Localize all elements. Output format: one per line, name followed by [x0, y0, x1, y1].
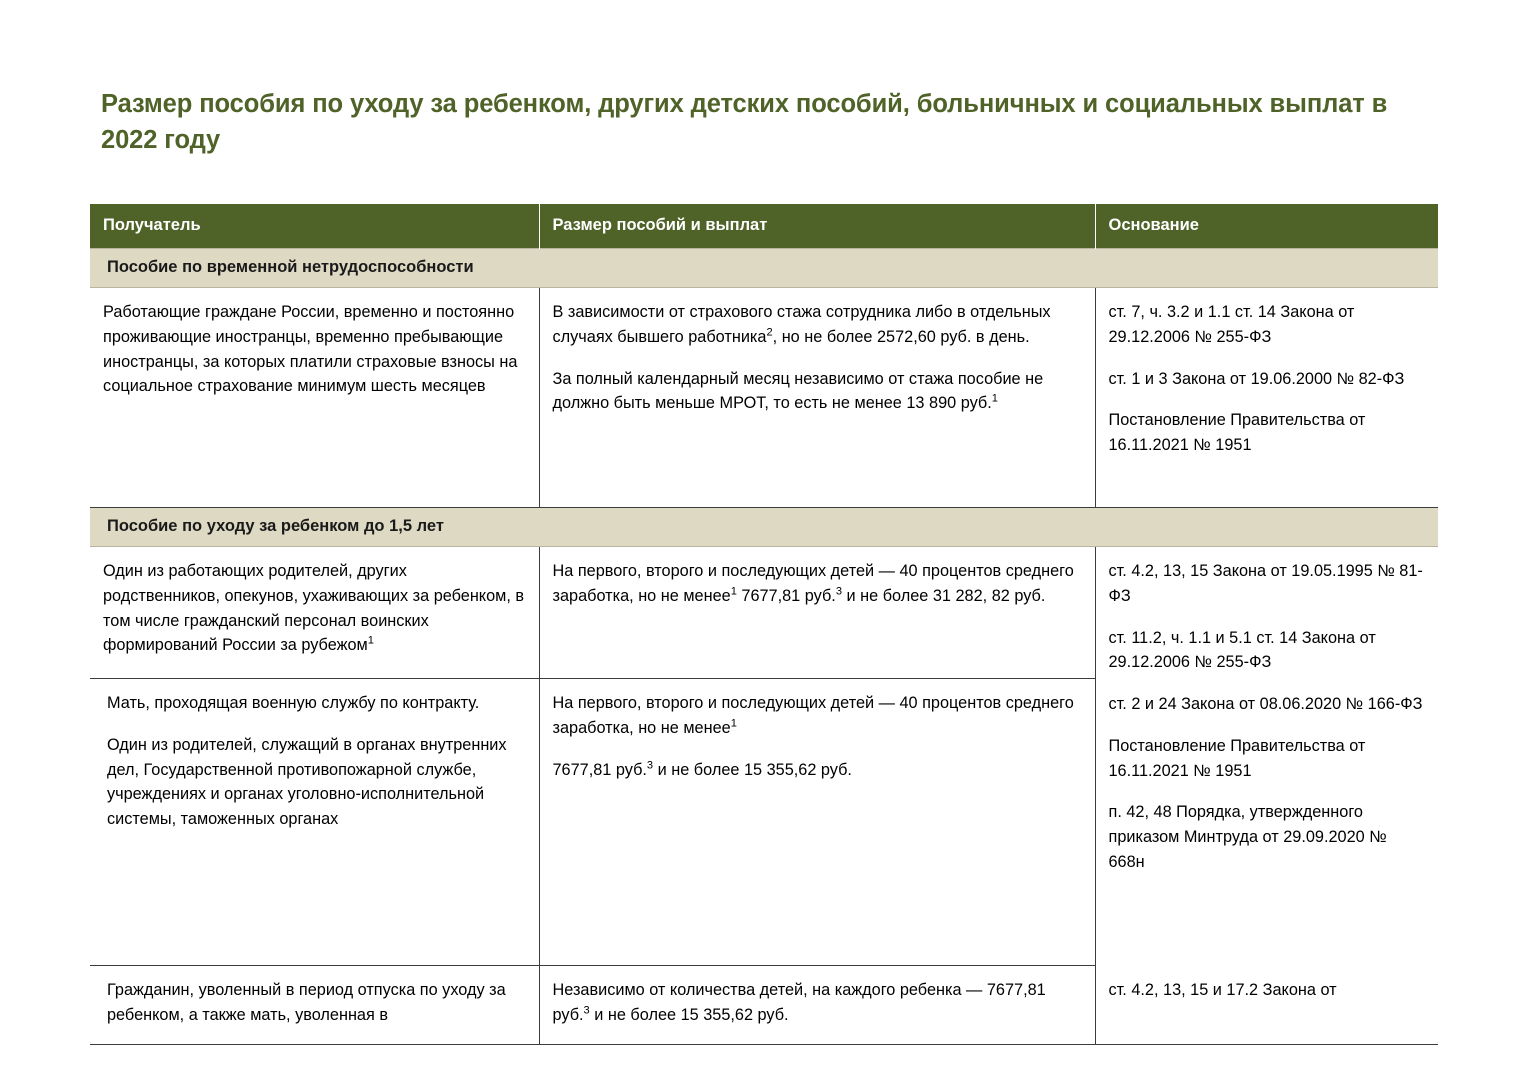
footnote-ref: 3	[646, 759, 654, 772]
section-title-childcare-benefit: Пособие по уходу за ребенком до 1,5 лет	[90, 508, 1438, 547]
table-row	[90, 547, 1438, 679]
footnote-ref: 1	[367, 634, 374, 647]
amount-text-b: , но не более 2572,60 руб. в день.	[772, 327, 1030, 346]
recipient-paragraph-1: Мать, проходящая военную службу по контракту.	[107, 694, 480, 712]
amount-text-c: и не более 15 355,62 руб.	[653, 760, 852, 779]
amount-text-a: Независимо от количества детей, на каждого ребенка — 7677,81 руб.	[552, 981, 1046, 1024]
basis-item: Постановление Правительства от 16.11.2021 № 1951	[1108, 411, 1366, 455]
footnote-ref: 3	[835, 585, 842, 598]
table-header	[90, 204, 1438, 249]
amount-paragraph-2	[553, 367, 1081, 417]
recipient-text: Один из работающих родителей, других родственников, опекунов, ухаживающих за ребенком, в том числе гражданский персонал воинских формирований России за рубежом	[103, 562, 525, 655]
cell-recipient	[90, 547, 539, 679]
amount-text-c: За полный календарный месяц независимо от стажа пособие не должно быть меньше МРОТ, то есть не менее 13 890 руб.	[552, 369, 1044, 413]
footnote-ref: 1	[730, 585, 737, 598]
cell-amount	[539, 679, 1095, 966]
amount-paragraph-1	[553, 691, 1081, 741]
cell-amount	[539, 966, 1095, 1045]
cell-basis	[1095, 547, 1438, 966]
basis-item: ст. 11.2, ч. 1.1 и 5.1 ст. 14 Закона от 29.12.2006 № 255-ФЗ	[1108, 628, 1376, 672]
table-body	[90, 249, 1438, 1045]
section-title-temporary-disability: Пособие по временной нетрудоспособности	[90, 249, 1438, 288]
recipient-paragraph-2: Один из родителей, служащий в органах внутренних дел, Государственной противопожарной службе, учреждениях и органах уголовно-исполнительной системы, таможенных органах	[107, 735, 507, 829]
cell-recipient: Работающие граждане России, временно и постоянно проживающие иностранцы, временно пребывающие иностранцы, за которых платили страховые взносы на социальное страхование минимум шесть месяцев	[90, 288, 539, 508]
table-header-row	[90, 204, 1438, 249]
footnote-ref: 1	[991, 392, 998, 405]
footnote-ref: 2	[766, 326, 773, 339]
cell-amount	[539, 288, 1095, 508]
cell-basis: ст. 4.2, 13, 15 и 17.2 Закона от	[1095, 966, 1438, 1045]
footnote-ref: 1	[730, 717, 737, 730]
amount-text-a: В зависимости от страхового стажа сотрудника либо в отдельных случаях бывшего работника	[552, 303, 1051, 346]
amount-paragraph-2	[553, 758, 1081, 783]
column-header-recipient: Получатель	[90, 204, 539, 249]
amount-text-a: На первого, второго и последующих детей — 40 процентов среднего заработка, но не менее	[552, 562, 1074, 605]
section-header-row-childcare-benefit	[90, 508, 1438, 547]
basis-item: ст. 1 и 3 Закона от 19.06.2000 № 82-ФЗ	[1108, 369, 1405, 388]
amount-text-a: На первого, второго и последующих детей — 40 процентов среднего заработка, но не менее	[552, 694, 1074, 737]
basis-item: п. 42, 48 Порядка, утвержденного приказом Минтруда от 29.09.2020 № 668н	[1108, 803, 1387, 871]
column-header-basis: Основание	[1095, 204, 1438, 249]
cell-amount	[539, 547, 1095, 679]
amount-text-b: 7677,81 руб.	[736, 586, 836, 605]
basis-item: ст. 7, ч. 3.2 и 1.1 ст. 14 Закона от 29.12.2006 № 255-ФЗ	[1108, 303, 1355, 346]
amount-text-c: и не более 31 282, 82 руб.	[841, 586, 1046, 605]
table-row	[90, 288, 1438, 508]
page-title: Размер пособия по уходу за ребенком, других детских пособий, больничных и социальных выплат в 2022 году	[101, 90, 1388, 155]
amount-paragraph-1	[553, 559, 1081, 609]
benefits-table	[90, 204, 1438, 1045]
amount-text-b: и не более 15 355,62 руб.	[589, 1005, 789, 1024]
amount-paragraph-1	[553, 300, 1081, 350]
cell-basis	[1095, 288, 1438, 508]
cell-recipient	[90, 679, 539, 966]
basis-item: ст. 2 и 24 Закона от 08.06.2020 № 166-ФЗ	[1108, 695, 1423, 714]
section-header-row-temporary-disability	[90, 249, 1438, 288]
benefits-table-wrapper	[90, 204, 1438, 1045]
table-row	[90, 966, 1438, 1045]
column-header-amount: Размер пособий и выплат	[539, 204, 1095, 249]
basis-item: Постановление Правительства от 16.11.2021 № 1951	[1108, 736, 1366, 780]
amount-text-b: 7677,81 руб.	[552, 760, 647, 779]
basis-item: ст. 4.2, 13, 15 Закона от 19.05.1995 № 81-ФЗ	[1108, 562, 1423, 605]
cell-recipient: Гражданин, уволенный в период отпуска по уходу за ребенком, а также мать, уволенная в	[90, 966, 539, 1045]
footnote-ref: 3	[583, 1004, 590, 1017]
amount-paragraph-1	[553, 978, 1081, 1028]
